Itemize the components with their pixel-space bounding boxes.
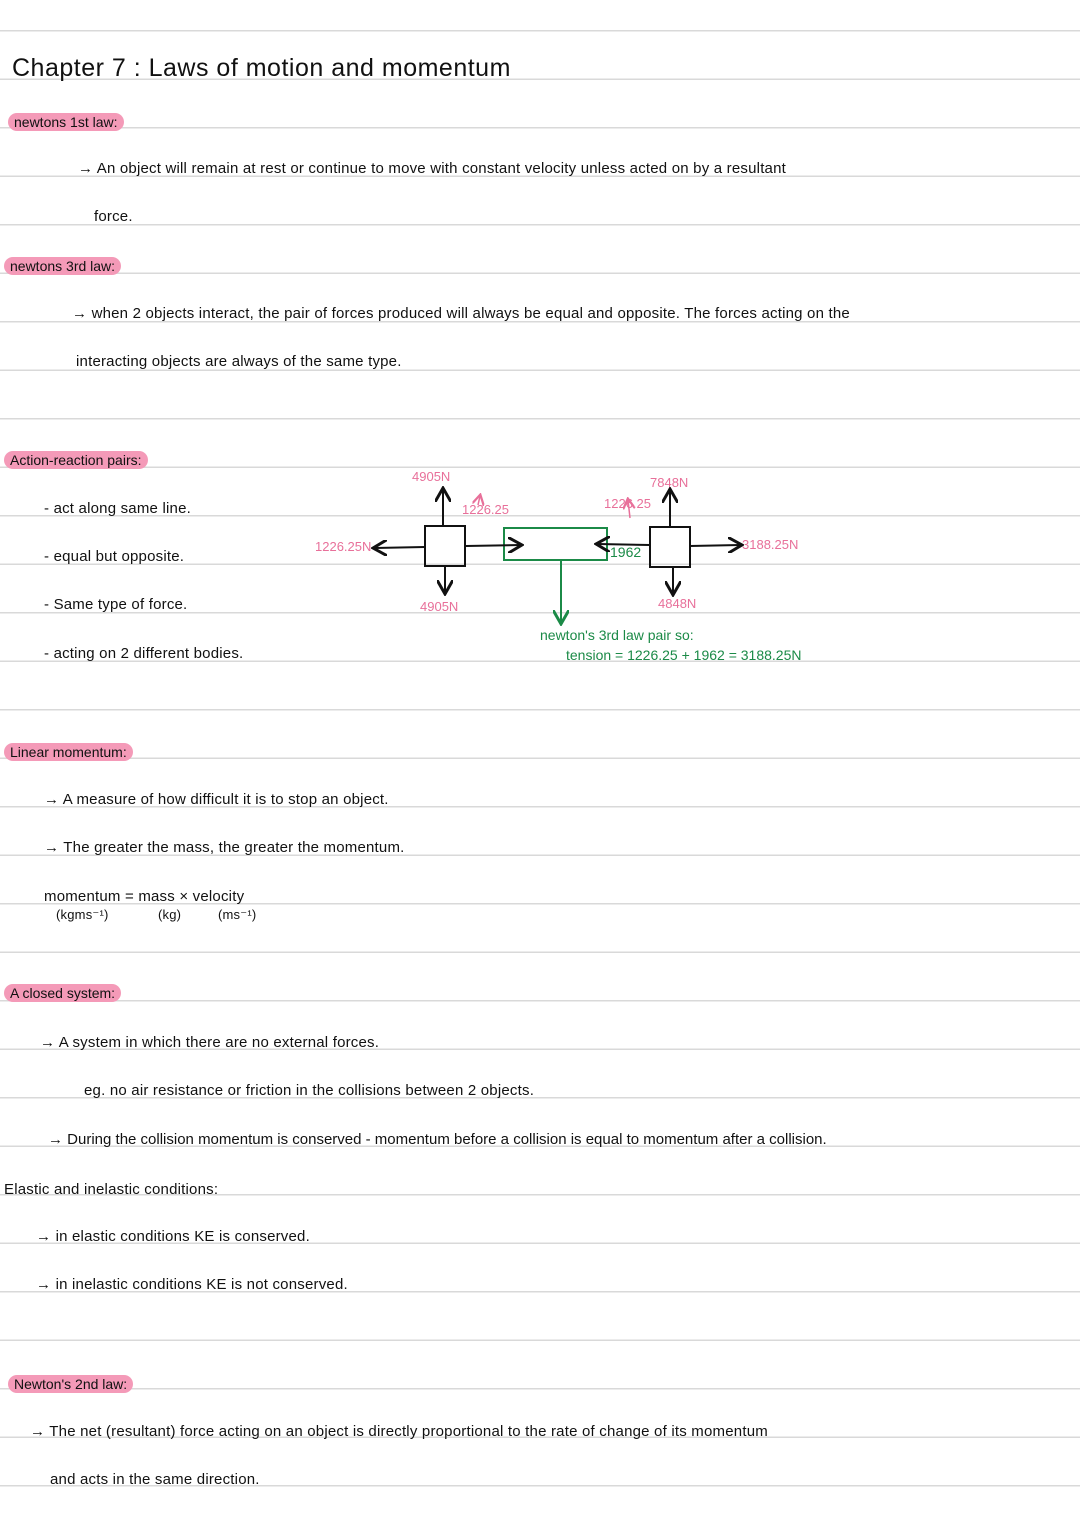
label-left-down: 4905N: [420, 599, 459, 614]
bullet: - Same type of force.: [44, 596, 188, 613]
text-line: → A measure of how difficult it is to stop an object.: [44, 791, 389, 808]
heading-closed-system: A closed system:: [4, 984, 121, 1002]
arrow-left-left: [375, 547, 425, 548]
text-line: → An object will remain at rest or continue to move with constant velocity unless acted on by a resultant: [78, 160, 787, 177]
label-right-tension: 1226.25: [604, 496, 651, 511]
text-line: → The greater the mass, the greater the momentum.: [44, 839, 405, 856]
text-line: eg. no air resistance or friction in the collisions between 2 objects.: [84, 1082, 535, 1099]
heading-second-law: Newton's 2nd law:: [8, 1375, 133, 1393]
heading-first-law: newtons 1st law:: [8, 113, 124, 131]
label-left-up: 4905N: [412, 469, 451, 484]
label-right-right: 3188.25N: [742, 537, 799, 552]
heading-linear-momentum: Linear momentum:: [4, 743, 133, 761]
text-line: → when 2 objects interact, the pair of forces produced will always be equal and opposite. The forces acting on the: [72, 305, 850, 322]
unit-velocity: (ms⁻¹): [218, 907, 257, 922]
page-title: Chapter 7 : Laws of motion and momentum: [12, 54, 511, 82]
right-mass-box: [650, 527, 690, 567]
heading-elastic: Elastic and inelastic conditions:: [4, 1181, 219, 1198]
arrow-right-right: [690, 545, 740, 546]
text-line: interacting objects are always of the same type.: [76, 353, 402, 370]
unit-mass: (kg): [158, 907, 182, 922]
label-left-left: 1226.25N: [315, 539, 372, 554]
label-left-tension: 1226.25: [462, 502, 509, 517]
text-line: and acts in the same direction.: [50, 1471, 260, 1488]
heading-action-reaction: Action-reaction pairs:: [4, 451, 148, 469]
left-mass-box: [425, 526, 465, 566]
text-line: → in inelastic conditions KE is not conserved.: [36, 1276, 348, 1293]
force-diagram: [0, 0, 1080, 700]
bullet: - equal but opposite.: [44, 548, 185, 565]
rope-box: [504, 528, 607, 560]
text-line: → A system in which there are no external forces.: [40, 1034, 380, 1051]
unit-momentum: (kgms⁻¹): [56, 907, 109, 922]
heading-third-law: newtons 3rd law:: [4, 257, 121, 275]
diagram-note-line2: tension = 1226.25 + 1962 = 3188.25N: [566, 647, 802, 663]
label-green-1962: 1962: [610, 544, 642, 560]
text-line: → During the collision momentum is conserved - momentum before a collision is equal to momentum after a collision.: [48, 1131, 827, 1148]
label-right-down: 4848N: [658, 596, 697, 611]
bullet: - acting on 2 different bodies.: [44, 645, 244, 662]
label-right-up: 7848N: [650, 475, 689, 490]
text-line: force.: [94, 208, 133, 225]
bullet: - act along same line.: [44, 500, 191, 517]
text-line: → in elastic conditions KE is conserved.: [36, 1228, 310, 1245]
arrow-tension-left: [466, 545, 520, 546]
text-line: → The net (resultant) force acting on an object is directly proportional to the rate of change of its momentum: [30, 1423, 768, 1440]
diagram-note-line1: newton's 3rd law pair so:: [540, 627, 694, 643]
momentum-formula: momentum = mass × velocity: [44, 888, 245, 905]
